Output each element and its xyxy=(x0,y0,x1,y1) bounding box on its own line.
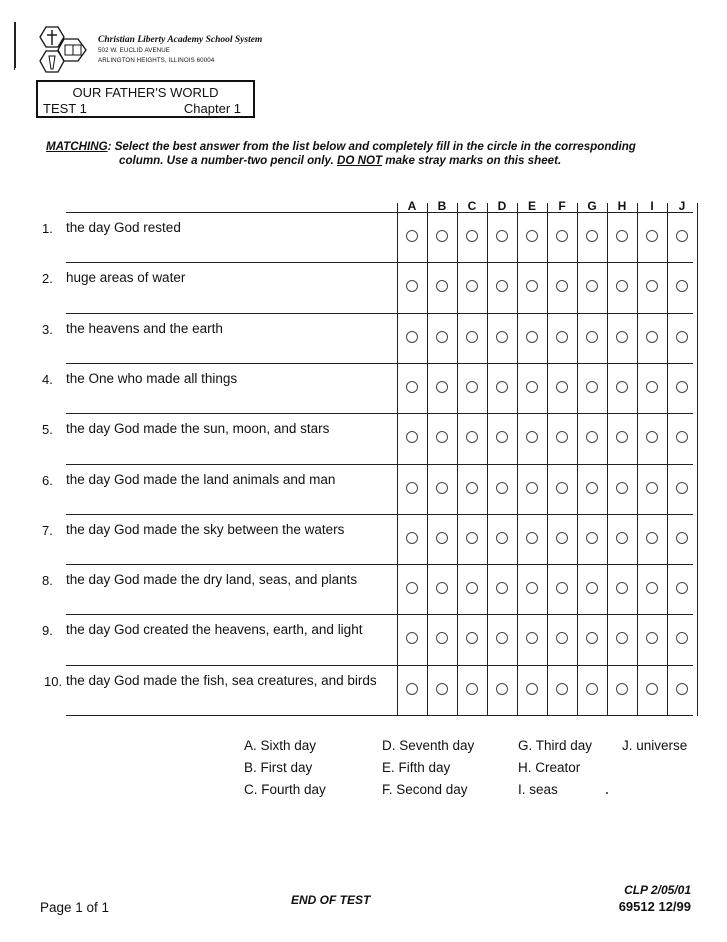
answer-bubble-8-h[interactable] xyxy=(616,582,628,594)
end-of-test: END OF TEST xyxy=(291,893,371,907)
column-header-h: H xyxy=(617,199,627,213)
answer-bubble-2-c[interactable] xyxy=(466,280,478,292)
answer-bubble-4-e[interactable] xyxy=(526,381,538,393)
answer-bubble-9-e[interactable] xyxy=(526,632,538,644)
answer-bubble-2-e[interactable] xyxy=(526,280,538,292)
answer-bubble-9-c[interactable] xyxy=(466,632,478,644)
grid-column-divider xyxy=(697,203,698,716)
question-text: the day God made the sky between the waters xyxy=(66,521,345,537)
answer-bubble-1-c[interactable] xyxy=(466,230,478,242)
stray-dot xyxy=(606,792,608,794)
answer-bubble-4-c[interactable] xyxy=(466,381,478,393)
answer-bubble-6-b[interactable] xyxy=(436,482,448,494)
answer-bubble-6-g[interactable] xyxy=(586,482,598,494)
answer-bubble-9-g[interactable] xyxy=(586,632,598,644)
question-number: 9. xyxy=(42,623,53,639)
question-row-rule xyxy=(66,363,693,364)
grid-column-divider xyxy=(667,203,668,716)
answer-bubble-1-b[interactable] xyxy=(436,230,448,242)
answer-bubble-5-e[interactable] xyxy=(526,431,538,443)
answer-bubble-3-a[interactable] xyxy=(406,331,418,343)
answer-bubble-5-f[interactable] xyxy=(556,431,568,443)
column-header-b: B xyxy=(437,199,447,213)
column-header-g: G xyxy=(587,199,597,213)
question-number: 10. xyxy=(44,673,63,689)
answer-bubble-7-e[interactable] xyxy=(526,532,538,544)
answer-bubble-1-a[interactable] xyxy=(406,230,418,242)
question-text: huge areas of water xyxy=(66,270,186,286)
answer-bubble-5-g[interactable] xyxy=(586,431,598,443)
answer-bubble-10-g[interactable] xyxy=(586,683,598,695)
answer-bubble-1-h[interactable] xyxy=(616,230,628,242)
question-number: 6. xyxy=(42,472,53,488)
answer-bubble-4-d[interactable] xyxy=(496,381,508,393)
answer-bubble-4-b[interactable] xyxy=(436,381,448,393)
answer-bubble-2-g[interactable] xyxy=(586,280,598,292)
answer-bubble-3-j[interactable] xyxy=(676,331,688,343)
instructions xyxy=(46,140,706,168)
answer-bubble-3-g[interactable] xyxy=(586,331,598,343)
instructions-do-not: DO NOT xyxy=(336,154,383,167)
answer-bubble-1-d[interactable] xyxy=(496,230,508,242)
answer-option-f: F. Second day xyxy=(382,782,468,797)
column-header-j: J xyxy=(678,199,686,213)
answer-bubble-6-h[interactable] xyxy=(616,482,628,494)
answer-bubble-9-h[interactable] xyxy=(616,632,628,644)
column-header-a: A xyxy=(407,199,417,213)
school-logo xyxy=(34,26,92,74)
answer-bubble-2-f[interactable] xyxy=(556,280,568,292)
answer-bubble-6-c[interactable] xyxy=(466,482,478,494)
answer-bubble-10-f[interactable] xyxy=(556,683,568,695)
test-title-box xyxy=(36,80,255,118)
question-row-rule xyxy=(66,413,693,414)
answer-bubble-4-a[interactable] xyxy=(406,381,418,393)
answer-bubble-1-i[interactable] xyxy=(646,230,658,242)
page-number: Page 1 of 1 xyxy=(40,900,110,915)
instructions-text-b: column. Use a number-two pencil only. xyxy=(119,154,337,167)
answer-bubble-3-b[interactable] xyxy=(436,331,448,343)
answer-bubble-6-e[interactable] xyxy=(526,482,538,494)
answer-bubble-6-d[interactable] xyxy=(496,482,508,494)
answer-bubble-6-i[interactable] xyxy=(646,482,658,494)
answer-bubble-1-e[interactable] xyxy=(526,230,538,242)
answer-bubble-9-a[interactable] xyxy=(406,632,418,644)
question-text: the day God made the land animals and man xyxy=(66,471,336,487)
answer-option-i: I. seas xyxy=(518,782,558,797)
answer-bubble-10-e[interactable] xyxy=(526,683,538,695)
column-header-d: D xyxy=(497,199,507,213)
answer-bubble-2-a[interactable] xyxy=(406,280,418,292)
column-header-f: F xyxy=(558,199,566,213)
answer-bubble-8-a[interactable] xyxy=(406,582,418,594)
grid-column-divider xyxy=(487,203,488,716)
answer-bubble-3-f[interactable] xyxy=(556,331,568,343)
answer-option-g: G. Third day xyxy=(518,738,593,753)
answer-bubble-5-h[interactable] xyxy=(616,431,628,443)
question-text: the One who made all things xyxy=(66,370,238,386)
answer-bubble-5-j[interactable] xyxy=(676,431,688,443)
answer-bubble-3-e[interactable] xyxy=(526,331,538,343)
answer-bubble-7-h[interactable] xyxy=(616,532,628,544)
answer-bubble-2-d[interactable] xyxy=(496,280,508,292)
answer-bubble-10-j[interactable] xyxy=(676,683,688,695)
question-number: 4. xyxy=(42,371,53,387)
answer-bubble-5-a[interactable] xyxy=(406,431,418,443)
answer-bubble-10-i[interactable] xyxy=(646,683,658,695)
answer-bubble-7-c[interactable] xyxy=(466,532,478,544)
answer-bubble-2-i[interactable] xyxy=(646,280,658,292)
answer-bubble-7-f[interactable] xyxy=(556,532,568,544)
answer-bubble-1-j[interactable] xyxy=(676,230,688,242)
answer-option-c: C. Fourth day xyxy=(244,782,326,797)
answer-bubble-1-g[interactable] xyxy=(586,230,598,242)
answer-bubble-8-d[interactable] xyxy=(496,582,508,594)
test-title: OUR FATHER'S WORLD xyxy=(72,85,219,100)
answer-bubble-8-f[interactable] xyxy=(556,582,568,594)
answer-bubble-5-d[interactable] xyxy=(496,431,508,443)
answer-bubble-10-d[interactable] xyxy=(496,683,508,695)
question-text: the day God made the dry land, seas, and plants xyxy=(66,572,358,588)
test-number: TEST 1 xyxy=(43,101,87,116)
answer-bubble-8-b[interactable] xyxy=(436,582,448,594)
question-text: the heavens and the earth xyxy=(66,320,223,336)
question-row-rule xyxy=(66,614,693,615)
answer-bubble-8-g[interactable] xyxy=(586,582,598,594)
answer-bubble-3-i[interactable] xyxy=(646,331,658,343)
answer-bubble-10-h[interactable] xyxy=(616,683,628,695)
answer-bubble-7-g[interactable] xyxy=(586,532,598,544)
answer-bubble-3-c[interactable] xyxy=(466,331,478,343)
grid-column-divider xyxy=(427,203,428,716)
column-header-c: C xyxy=(467,199,477,213)
margin-tick xyxy=(14,62,15,70)
answer-bubble-8-i[interactable] xyxy=(646,582,658,594)
grid-column-divider xyxy=(607,203,608,716)
answer-bubble-7-i[interactable] xyxy=(646,532,658,544)
question-row-rule xyxy=(66,464,693,465)
school-address-line1: 502 W. EUCLID AVENUE xyxy=(98,47,171,54)
question-row-rule xyxy=(66,313,693,314)
answer-bubble-6-j[interactable] xyxy=(676,482,688,494)
answer-bubble-2-h[interactable] xyxy=(616,280,628,292)
question-number: 2. xyxy=(42,271,53,287)
school-address-line2: ARLINGTON HEIGHTS, ILLINOIS 60004 xyxy=(98,57,215,64)
grid-column-divider xyxy=(637,203,638,716)
answer-bubble-7-b[interactable] xyxy=(436,532,448,544)
answer-bubble-5-b[interactable] xyxy=(436,431,448,443)
answer-option-a: A. Sixth day xyxy=(244,738,317,753)
answer-bubble-4-i[interactable] xyxy=(646,381,658,393)
answer-option-j: J. universe xyxy=(622,738,688,753)
clp-date: CLP 2/05/01 xyxy=(624,883,691,897)
grid-column-divider xyxy=(457,203,458,716)
answer-bubble-9-j[interactable] xyxy=(676,632,688,644)
answer-bubble-4-g[interactable] xyxy=(586,381,598,393)
answer-bubble-5-i[interactable] xyxy=(646,431,658,443)
answer-option-d: D. Seventh day xyxy=(382,738,475,753)
instructions-text-c: make stray marks on this sheet. xyxy=(382,154,562,167)
answer-bubble-2-b[interactable] xyxy=(436,280,448,292)
question-text: the day God made the sun, moon, and stars xyxy=(66,421,330,437)
question-row-rule xyxy=(66,564,693,565)
answer-bubble-10-b[interactable] xyxy=(436,683,448,695)
answer-bubble-7-a[interactable] xyxy=(406,532,418,544)
grid-column-divider xyxy=(547,203,548,716)
answer-bubble-3-h[interactable] xyxy=(616,331,628,343)
question-text: the day God rested xyxy=(66,220,181,235)
question-text: the day God made the fish, sea creatures, and birds xyxy=(66,672,377,688)
answer-bubble-4-f[interactable] xyxy=(556,381,568,393)
answer-bubble-10-a[interactable] xyxy=(406,683,418,695)
answer-bubble-10-c[interactable] xyxy=(466,683,478,695)
question-row-rule xyxy=(66,262,693,263)
answer-bubble-7-j[interactable] xyxy=(676,532,688,544)
answer-bubble-9-f[interactable] xyxy=(556,632,568,644)
question-row-rule xyxy=(66,665,693,666)
answer-bubble-8-j[interactable] xyxy=(676,582,688,594)
question-number: 3. xyxy=(42,321,53,337)
instructions-text-a: : Select the best answer from the list below and completely fill in the circle in the corresponding xyxy=(107,140,636,153)
answer-bubble-9-d[interactable] xyxy=(496,632,508,644)
answer-bubble-3-d[interactable] xyxy=(496,331,508,343)
form-code: 69512 12/99 xyxy=(618,899,691,914)
question-number: 7. xyxy=(42,522,53,538)
column-header-i: I xyxy=(650,199,654,213)
answer-bubble-6-f[interactable] xyxy=(556,482,568,494)
answer-bubble-5-c[interactable] xyxy=(466,431,478,443)
answer-bubble-1-f[interactable] xyxy=(556,230,568,242)
answer-bubble-6-a[interactable] xyxy=(406,482,418,494)
school-name: Christian Liberty Academy School System xyxy=(98,35,263,45)
question-number: 5. xyxy=(42,422,53,438)
grid-column-divider xyxy=(577,203,578,716)
question-number: 1. xyxy=(42,221,53,236)
grid-column-divider xyxy=(397,203,398,716)
answer-bubble-8-c[interactable] xyxy=(466,582,478,594)
question-number: 8. xyxy=(42,573,53,589)
grid-column-divider xyxy=(517,203,518,716)
answer-bubble-2-j[interactable] xyxy=(676,280,688,292)
instructions-label: MATCHING xyxy=(46,140,108,153)
answer-bubble-4-j[interactable] xyxy=(676,381,688,393)
answer-bubble-9-i[interactable] xyxy=(646,632,658,644)
answer-bubble-8-e[interactable] xyxy=(526,582,538,594)
question-row-rule xyxy=(66,514,693,515)
answer-option-h: H. Creator xyxy=(518,760,581,775)
answer-bubble-4-h[interactable] xyxy=(616,381,628,393)
question-text: the day God created the heavens, earth, and light xyxy=(66,622,363,638)
answer-option-e: E. Fifth day xyxy=(382,760,451,775)
chapter-label: Chapter 1 xyxy=(183,101,241,116)
answer-bubble-7-d[interactable] xyxy=(496,532,508,544)
question-row-rule xyxy=(66,715,693,716)
answer-option-b: B. First day xyxy=(244,760,313,775)
answer-bubble-9-b[interactable] xyxy=(436,632,448,644)
column-header-e: E xyxy=(527,199,536,213)
